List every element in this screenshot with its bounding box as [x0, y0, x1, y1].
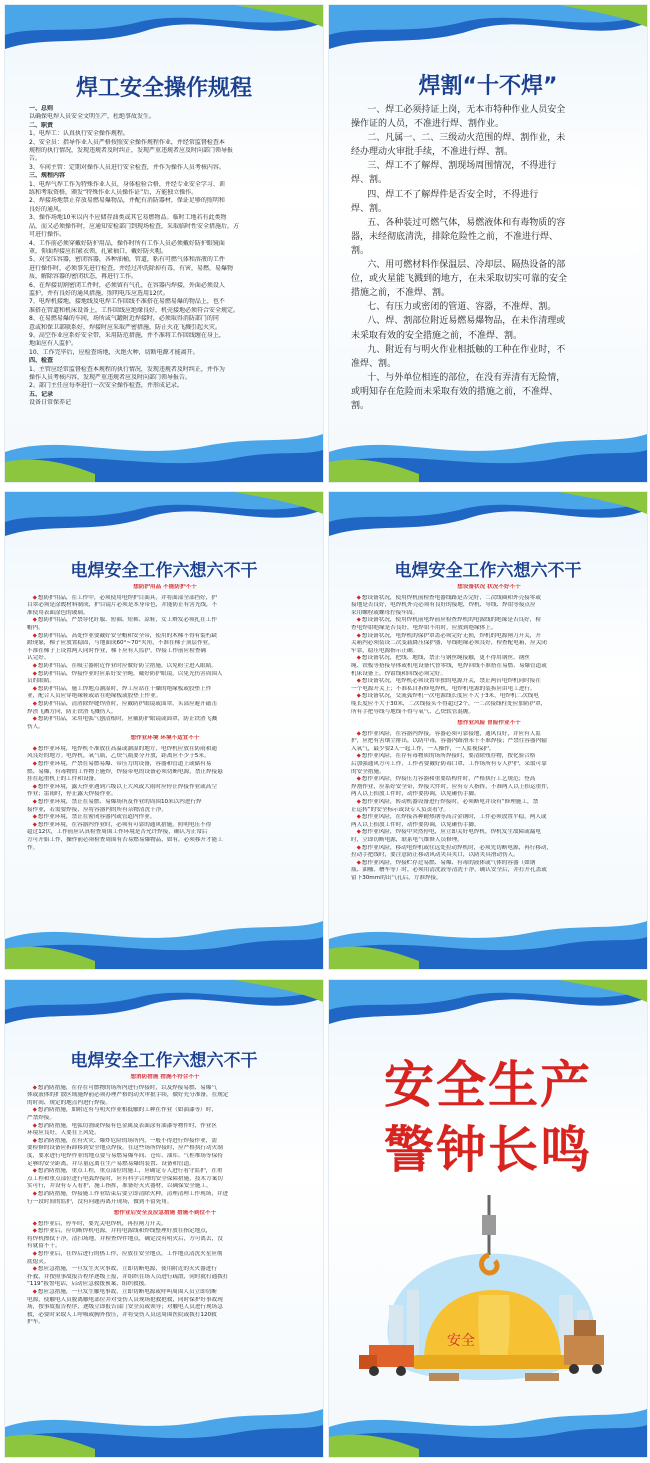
rule-line: ◆ 想作业后，停车时，要先关电焊机，再拉闸刀开关。	[27, 1221, 303, 1229]
rule-line: 割。	[351, 400, 370, 411]
rule-line: 留下30mm的出气孔后，方准焊接。	[351, 874, 442, 881]
rule-line: 二、凡属一、二、三级动火范围的焊、割作业，未	[367, 133, 566, 144]
panel-six-thinks-3	[5, 980, 323, 1457]
rule-line: 行一段时间的监护，没有问题再离开现场，做到不留死角。	[27, 1198, 173, 1205]
rule-line: ◆ 想设备状况，把线、地线，禁止与钢丝绳接触，更不得用钢丝、钢丝	[351, 655, 627, 663]
rule-line: 环境应良好，人要在上风处。	[27, 1130, 100, 1137]
rule-line: 体或液体的扩散区域施焊前必须办理严格的动火审批手续，做好充分准备，在规定	[27, 1092, 229, 1099]
panel-six-thinks-2	[329, 492, 647, 969]
panel-six-thinks-1	[5, 492, 323, 969]
rule-line: 一、焊工必须持证上岗，无本市特种作业人员安全	[367, 105, 566, 115]
rule-line: 护，应把有害烟尘排出，以防中毒，容器内路滑未干不准焊接；严禁往容器内输	[351, 738, 547, 745]
panel-title: 焊割“十不焊”	[418, 74, 558, 99]
rule-line: 一个电源开关上；不准私自拆修电焊机，电焊机电源的装拆应由电工进行。	[351, 685, 536, 692]
rule-line: 2、焊接场地禁止存放易燃易爆物品，并配有消防器材，保证足够的照明和	[29, 197, 225, 205]
rule-line: 罩，仰面焊接应扣紧衣领，扎紧袖口，戴好防火帽。	[29, 247, 168, 255]
rule-line: 入氧气，最少要2人一起工作，一人操作，一人监视保护。	[351, 745, 495, 752]
rule-line: 绳、铁板等搭接导体或机电设备代替零线，电焊回线不准搭在易燃、易爆管道或	[351, 662, 547, 669]
rule-line: 牢靠，稳压电源指示正确。	[351, 647, 419, 654]
panel-safety-slogan	[329, 980, 647, 1457]
bottom-wave-decoration	[329, 1397, 647, 1457]
rule-line: 机床设备上，焊钳线和回线必须完好。	[351, 670, 447, 677]
rule-line: ◆ 想作业风险，焊接贮存过易燃、易爆、有毒的液体或气体的容器（如钢	[351, 860, 627, 868]
top-wave-decoration	[329, 5, 647, 65]
rule-line: 业，配合人员应穿绝缘鞋或站在绝缘板或胶垫上作业。	[27, 693, 162, 700]
rule-line: 品，而又必须操作时，应通知安检部门到现场检查，采取临时性安全措施后，方	[29, 222, 240, 230]
rule-line: ◆ 想作业风险，在存有毒物质的场所焊接时，要清除残存物，按化验合格	[351, 753, 627, 761]
rule-line: 六、用可燃材料作保温层、冷却层、隔热设备的部	[367, 260, 566, 271]
rule-line: ◆ 想防护用品，焊接作业时应系好安全绳，戴好防护眼镜，以免光伤害周围人	[27, 671, 303, 679]
rule-line: ◆ 想防护用品，采用电弧气刨清根时，应戴防护眼镜或面罩，防止铁渣飞溅	[27, 716, 303, 724]
rule-line: 四、焊工不了解焊件是否安全时，不得进行	[367, 189, 539, 200]
rule-line: 场，按事故报告程序，逐级立即报告部门安全员或领导；对触电人员进行现场急	[27, 1304, 223, 1311]
rule-line: 的时间、规定的地点内进行焊接。	[27, 1099, 111, 1106]
rule-line: 三、焊工不了解焊、割现场周围情况，不得进行	[367, 161, 557, 172]
rule-line: ◆ 想作业环境，在容器内作业时，必须有可靠的通风措施，照明电压不得	[27, 822, 303, 830]
top-wave-decoration	[5, 492, 323, 552]
rule-line: 焊、割。	[351, 203, 388, 214]
rule-line: 地面应有人监护。	[29, 340, 78, 348]
rule-line: 焊割作业，应系好安全带，焊接大件时，应有专人指挥，不准两人以上抬运重件，	[351, 783, 553, 790]
rule-line: ◆ 想作业环境，电焊机不准放在高温或潮湿的地方，电焊机应放在防雨和通	[27, 746, 303, 754]
section-heading: 想消防措施 措施不符合不干	[130, 1074, 200, 1080]
rule-line: 焊渣飞溅方向，防止铁渣飞溅伤人。	[27, 708, 117, 715]
rule-line: 的安全措施。	[351, 768, 385, 775]
rule-line: 拉动手把线时，要注意防止移动风动夹具夹口，以防夹具滑动伤人。	[351, 852, 519, 859]
rule-line: 质，解除容器的密闭状态，再进行工作。	[29, 273, 138, 281]
rules-text	[29, 105, 301, 408]
section-heading: 四、检查	[29, 357, 54, 365]
six-thinks-text	[351, 580, 627, 883]
bottom-wave-decoration	[5, 422, 323, 482]
rule-line: ◆ 想应急措施，一旦发生火灾事故，立即切断电源，使用附近的灭火器进行	[27, 1266, 303, 1274]
rule-line: 割。	[351, 245, 370, 256]
section-heading: 想作业风险 冒险作业不干	[457, 720, 521, 727]
rule-line: 2、安全员：指导作业人员严格按照安全操作规程作业，并经常监督检查本	[29, 138, 225, 146]
section-heading: 想作业后安全及应急措施 措施不到位不干	[113, 1210, 217, 1217]
rule-line: 电源，使触电人员脱离触电部位并对受伤人员现场抢救抢救，同时保护好事故现	[27, 1296, 223, 1303]
section-heading: 三、规程内容	[29, 172, 66, 180]
rule-line: ◆ 想设备状况，使用焊机前检查电器线路是否完好，二次线圈和外壳接零或	[351, 595, 627, 603]
panel-title: 电焊安全工作六想六不干	[70, 561, 258, 581]
rule-line: 措施之前，不准焊、割。	[351, 288, 451, 299]
rule-line: ◆ 想设备状况，使用焊机前电焊前应检查焊机的电源线的绝缘是否良好，检	[351, 617, 627, 625]
rule-line: ◆ 想作业后，在焊后进行的热工作，应放在安全地点，工作地点清洗火星应彻	[27, 1251, 303, 1259]
rule-line: 进行操作时，必须事先进行检查，并经过冲洗除掉有毒，有害，易燃，易爆物	[29, 264, 234, 272]
rule-line: ◆ 想消防措施，如附近有与明火作业相抵触的工种在作业（如油漆等）时，	[27, 1107, 303, 1115]
rule-line: 伤人。	[27, 723, 44, 730]
rule-line: 帽内。	[27, 624, 44, 631]
rule-line: 两人以上抬放工件时，动作要协调，以免砸伤手脚。	[351, 791, 480, 798]
construction-illustration	[329, 1195, 647, 1395]
rule-line: 超过12伏，工作前应认真检查周围工作环境是否允许焊接，确认为正常后	[27, 829, 208, 836]
rule-line: 3、操作场地10米以内不应储存油类或其它易燃物品。临时工地若有此类物	[29, 214, 227, 222]
rule-line: ◆ 想防护用品，清渣除焊缝焊渣时，应戴防护眼镜或面罩，头部应避开敲击	[27, 701, 303, 709]
rule-line: 将焊机擦拭干净，清扫场地，并检查焊件地点，确定没有明火后，方可离去，没	[27, 1235, 223, 1242]
section-heading: 五、记录	[29, 390, 54, 398]
rule-line: 作。	[27, 844, 39, 851]
rule-line: 准使用表面涂色的玻璃。	[27, 609, 89, 616]
section-heading: 一、总则	[29, 105, 54, 112]
rule-line: 采用螺栓或螺母拧接牢固。	[351, 609, 419, 616]
rule-line: 或明知存在危险而未采取有效的措施之前，不准焊、	[351, 386, 559, 397]
rule-line: 规程的执行情况，发现违规者及时纠正，发现严重违规者应及时向部门领导报	[29, 147, 234, 155]
rule-line: 良好的通风。	[29, 205, 66, 213]
rule-line: ◆ 想作业风险，焊接压力容器和重要结构件时，严格执行工艺规范；登高	[351, 776, 627, 784]
rule-line: 意或和保卫部联系好，焊接时应采取严密措施，防止火花飞溅引起火灾。	[29, 323, 222, 331]
rule-line: 器，未经彻底清洗，排除危险性之前，不准进行焊、	[351, 231, 559, 242]
rule-line: 底熄灭。	[27, 1258, 50, 1265]
rule-line: 焊、割。	[351, 175, 388, 186]
rule-line: ◆ 想消防措施，在有火灾、爆炸危险的场所内，一般不得进行焊接作业，需	[27, 1138, 303, 1146]
rule-line: 接作业，若需要焊接，应将容器内的所有杂物清洗干净。	[27, 806, 167, 813]
helmet-label: 安全	[447, 1333, 475, 1349]
rule-line: 设备日常保养记	[29, 399, 72, 407]
section-heading: 想作业环境 环境不适宜不干	[130, 735, 200, 742]
rule-line: ◆ 想消防措施，在存在可燃物的场所内进行焊接时，以及焊接易燃、易爆气	[27, 1085, 303, 1093]
panel-welder-rules	[5, 5, 323, 482]
rule-line: 认完好。	[27, 655, 50, 662]
rule-line: ◆ 想消防措施，焊接施工作业结束后要立即清除火种，清理清理工作现场，并进	[27, 1191, 303, 1199]
rule-line: ◆ 想应急措施，一旦发生触电事故，立即切断电源或呼叫周围人员立即切断	[27, 1289, 303, 1297]
top-wave-decoration	[329, 492, 647, 552]
rule-line: 点工程和重点部位进行电弧焊接时，应有科学合理的安全保障措施，技术方案切	[27, 1175, 223, 1182]
rule-line: 扑救，并按照事故报告程序逐级上报，并组织在场人员进行疏散，同时就打通拨打	[27, 1273, 229, 1280]
rule-line: 7、电焊机接地，接地线及电焊工作回线不准搭在易燃易爆的物品上，也不	[29, 298, 225, 306]
rule-line: 九、附近有与明火作业相抵触的工种在作业时，不	[367, 344, 566, 355]
rule-line: ◆ 想防护用品，高处作业要戴好安全帽和安全带，使用的木梯不得有裂朽缺	[27, 633, 303, 641]
rule-line: ◆ 想防护用品，在工作中，必须使用电焊护目面具，并将面部全部挡好，护	[27, 595, 303, 603]
rule-line: 6、在焊接切割密闭工件时，必须留有气孔，在容器内焊接，外面必须设人	[29, 281, 225, 289]
rule-line: ◆ 想作业风险，在焊接各种耐热钢等高合金钢时，工件必须放置平稳，两人或	[351, 814, 627, 822]
rule-line: ◆ 想作业环境，禁止在密闭容器内或管道内作业。	[27, 814, 303, 822]
rule-line: 止运转”的安全标示或设专人负责看守。	[351, 806, 449, 813]
section-heading: 二、职责	[29, 121, 54, 129]
rule-line: 经办理动火审批手续，不准进行焊、割。	[351, 147, 514, 158]
rule-line: ◆ 想作业环境，露天作业遇到六级以上大风或大雨时应停止焊接作业或高空	[27, 784, 303, 792]
rule-line: 实可行，并设有专人看护，施工指挥，准备好灭火器材，以确保安全施工。	[27, 1183, 212, 1190]
rule-line: 不准在梯子上设置两人同时作业，梯下应有人监护，焊接工作前应检查确	[27, 647, 207, 654]
rule-line: 3、车间主管：定期对操作人员进行安全检查，并作为操作人员考核内容。	[29, 163, 225, 171]
rule-line: ◆ 想防护用品，在吸尘器附近作业时应做好防尘措施，以免粉尘进入眼睛。	[27, 663, 303, 671]
rule-line: 2、部门主任应每季进行一次安全操作检查，并形成记录。	[29, 382, 183, 390]
rule-line: 准搭在管道和机床设备上，工作回线应绝缘良好，机壳接地必须符合安全规定。	[29, 306, 240, 314]
rule-line: 七、有压力或密闭的管道、容器，不准焊、割。	[367, 302, 557, 313]
panel-title: 焊工安全操作规程	[75, 76, 252, 101]
rule-line: 以确保电焊人员安全文明生产，杜绝事故发生。	[29, 113, 156, 121]
rule-line: “119”报警电话，启动应急救援预案，组织救援。	[27, 1281, 150, 1288]
top-wave-decoration	[5, 980, 323, 1040]
rule-line: 时，立即切断电源，联系电气维修人员修理。	[351, 837, 463, 843]
rule-line: 风良好的地方。电焊机，氧气瓶，乙炔气瓶要分开放，距离应不少于5米。	[27, 753, 210, 760]
rule-line: 准焊、割。	[351, 358, 397, 369]
rule-line: 严禁焊接。	[27, 1114, 55, 1121]
top-wave-decoration	[5, 5, 323, 65]
rule-line: ◆ 想作业后，应切断焊机电源，并将电源线和焊线整理好放在指定地点，	[27, 1228, 303, 1236]
rule-line: 五、各种装过可燃气体，易燃液体和有毒物质的容	[367, 217, 566, 228]
rule-line: 挂在起重机上的工件和设备。	[27, 776, 100, 783]
rule-line: 护车。	[27, 1319, 44, 1326]
rule-line: 瓶、油桶、槽车等）时，必须用清洗液等清洗干净，确认安全后，并打开孔盖或	[351, 867, 547, 874]
rule-line: ◆ 想消防措施，电弧切割或焊接有色金属及表面涂有油漆等物件时，作业区	[27, 1123, 303, 1131]
rule-line: 八、焊、割部位附近易燃易爆物品，在未作清理或	[367, 316, 566, 327]
rule-line: 蹬现象，梯子应放置稳固，与地面成60°~70°夹角，不准在梯子顶层作业，	[27, 640, 214, 647]
slogan-line-1: 安全生产	[384, 1055, 592, 1114]
rule-line: 员的眼睛。	[27, 678, 55, 685]
rule-line: 1、电焊工：认真执行安全操作规程。	[29, 130, 129, 138]
rule-line: ◆ 想作业环境，禁止在易燃、易爆场所及作业的周围10米以内进行焊	[27, 799, 303, 807]
rule-line: 练和考取资格，颁发“特殊作业人员操作证”后，方能独立操作。	[29, 189, 198, 197]
bottom-wave-decoration	[5, 1397, 323, 1457]
rule-line: 缆长度应不大于30米，二次线接头不得超过2个，一二次接线柱处应加防护罩，	[351, 700, 547, 707]
rule-line: 4、工作前必须穿戴好防护用品，操作时所有工作人员必须戴好防护眼镜面	[29, 239, 225, 247]
rule-line: 操作人员考核内容，发现严重违规者应及时向部门领导报告。	[29, 374, 192, 381]
rule-line: ◆ 想作业风险，转动机器设备进行焊接时，必须断电并设有“修理施工，禁	[351, 799, 627, 807]
rule-line: 可进行操作。	[29, 231, 66, 239]
section-heading: 想防护用品 不能防护不干	[133, 584, 197, 590]
rule-line: ◆ 想作业风险，移动电焊机或往远处拉动焊机时，必须先切断电源，再行移动，	[351, 845, 627, 853]
slogan-line-2: 警钟长鸣	[384, 1120, 592, 1179]
rule-line: 8、在易燃易爆的车间，场所或气罐附近焊接时，必须取得消防部门的同	[29, 315, 219, 323]
rule-line: 10、工作完毕后，应检查场地，灭绝火种，切断电源才能离开。	[29, 348, 199, 356]
panel-ten-no-weld	[329, 5, 647, 482]
rule-line: 接地是否良好，电焊机外壳必须有良好的接地，焊机、导线、焊钳等接点应	[351, 602, 536, 609]
rule-line: ◆ 想防护用品，严禁穿化纤服、短袖、短裤、凉鞋，女工辫发必须扎在工作	[27, 617, 303, 625]
bottom-wave-decoration	[5, 909, 323, 969]
panel-title: 电焊安全工作六想六不干	[394, 561, 582, 581]
six-thinks-text	[27, 1070, 303, 1327]
rule-line: 位，或火星能飞溅到的地方，在未采取切实可靠的安全	[351, 274, 568, 285]
rule-line: 查电焊钳绝缘是否良好，电焊钳不用时，应放到绝缘体上。	[351, 624, 497, 631]
bottom-wave-decoration	[329, 909, 647, 969]
rule-line: 9、高空作业应系好安全带，采用防范措施，并不准将工作回线缠在身上，	[29, 331, 225, 339]
rule-line: ◆ 想消防措施，重点工程，重点部位的施工，应确定专人进行看守监护，在重	[27, 1168, 303, 1176]
top-wave-decoration	[329, 980, 647, 1040]
rule-line: ◆ 想作业环境，严禁在易燃易爆、带压力的设备，容器和管道上或储有易	[27, 761, 303, 769]
rule-line: ◆ 想防护用品，施工焊地点潮湿时，焊工应站在干燥的绝缘板或胶垫上作	[27, 686, 303, 694]
rule-line: 十、与外单位相连的部位，在没有弄清有无险情，	[367, 372, 566, 383]
rule-line: 救，必要时采取人工呼吸或胸外按压，并将受伤人员送周围医院或拨打120救	[27, 1311, 217, 1318]
rule-line: 监护，并有良好的通风措施，照明电压应选用12伏。	[29, 289, 169, 297]
rule-line: 未采取有效的安全措施之前，不准焊、割。	[351, 330, 523, 341]
rule-line: 1、主管应经常监督检查本规程的执行情况，发现违规者及时纠正，并作为	[29, 365, 225, 373]
rule-line: 两人以上抬放工件时，动作要协调，以免砸伤手脚。	[351, 821, 480, 828]
rule-line: 后加强通风方可工作，工作者要戴好防毒口罩，工作场所有专人护护，采取可靠	[351, 761, 547, 768]
rule-line: ◆ 想作业风险，在容器内焊接，容器必须可靠接地，通风良好，并应有人监	[351, 731, 627, 739]
rule-line: 作业；雷雨时，停止露天焊接作业。	[27, 791, 117, 798]
rule-line: 有就留不干。	[27, 1243, 61, 1250]
rule-line: 所有手把导线与地线不得与氧气、乙炔软管混缠。	[351, 708, 475, 715]
panel-title: 电焊安全工作六想六不干	[70, 1051, 258, 1071]
rule-line: 告。	[29, 155, 42, 163]
section-heading: 想设备状况 状况不好不干	[457, 584, 521, 590]
ten-rules-text	[351, 103, 629, 413]
six-thinks-text	[27, 580, 303, 852]
rule-line: 要检修的设备应拆卸移到安全地点焊接，在这些场所焊接时，应严格执行动火制	[27, 1145, 223, 1152]
rule-line: ◆ 想作业风险，焊接中突然停电，应立即关好电焊机，焊机发生故障或漏电	[351, 829, 627, 837]
rule-line: 操作证的人员，不准进行焊、割作业。	[351, 119, 505, 130]
rule-line: 目罩必须是涂镀材料制成，护目镜片必须是本身带色，并能防止有害光线，不	[27, 602, 218, 609]
rule-line: 燃、易爆，有毒物的工作物上施焊，焊接带电的设备必须切断电源，禁止焊接悬	[27, 768, 223, 775]
rule-line: ◆ 想设备状况，交流弧焊机一次电源线长度应不大于3米，电焊机二次线电	[351, 693, 627, 701]
rule-line: 5、对受压容器，密闭容器，各种油桶，管道，粘有可燃气体和溶液的工件	[29, 256, 225, 264]
rule-line: 方可开始工作，操作前必须检查周围有否易燃易爆物品，如有，必须移开才能工	[27, 837, 223, 843]
rule-line: 度，要求进行电焊作业的地点要与易燃易爆车间、仓库、油库、气柜堆场等保持	[27, 1152, 223, 1159]
bottom-wave-decoration	[329, 422, 647, 482]
rule-line: 1、电焊气焊工作为特殊作业人员，身体检验合格，并经专业安全学习、训	[29, 180, 225, 188]
rule-line: 足够的安全距离，并尽量远离在生产易燃易爆的装置、设备和管道。	[27, 1160, 195, 1167]
rule-line: ◆ 想设备状况，电焊机的保护罩盖必须完好无损，焊机的电源闸刀开关，开	[351, 633, 627, 641]
rule-line: ◆ 想设备状况，电焊机必须设置单独的电源开关，禁止两台电焊机同时接在	[351, 678, 627, 686]
rule-line: 关箱内必须装设二次变载降压保护器，导线绝缘必须良好，检查配电箱，应关闭	[351, 640, 547, 647]
